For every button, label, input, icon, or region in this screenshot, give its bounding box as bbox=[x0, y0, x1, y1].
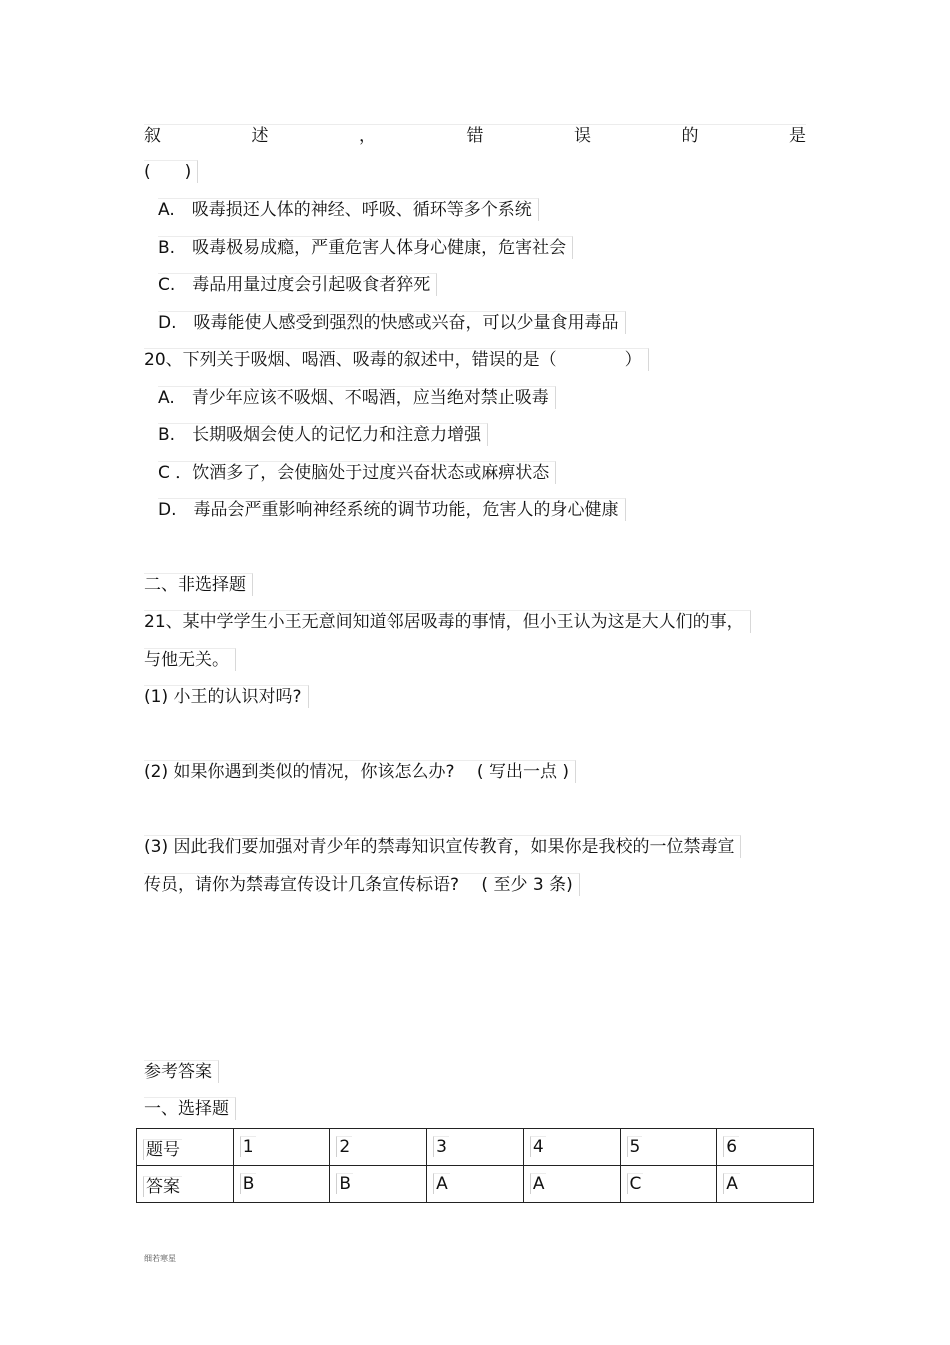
answer-value: C bbox=[627, 1173, 644, 1194]
table-cell bbox=[330, 1129, 427, 1166]
answer-value: A bbox=[433, 1173, 450, 1194]
q20-stem: 20、下列关于吸烟、喝酒、吸毒的叙述中，错误的是（ ） bbox=[144, 348, 649, 371]
row-label-answer: 答案 bbox=[143, 1176, 182, 1197]
q19-word: ， bbox=[359, 126, 376, 146]
question-number: 4 bbox=[530, 1136, 546, 1157]
q19-word: 叙 bbox=[144, 126, 161, 146]
table-cell bbox=[427, 1129, 524, 1166]
answer-value: B bbox=[336, 1173, 353, 1194]
q21-sub-3-line-1: (3) 因此我们要加强对青少年的禁毒知识宣传教育，如果你是我校的一位禁毒宣 bbox=[144, 835, 741, 858]
q19-option-b: B. 吸毒极易成瘾，严重危害人体身心健康，危害社会 bbox=[158, 236, 573, 259]
q21-sub-2: (2) 如果你遇到类似的情况，你该怎么办? ( 写出一点 ) bbox=[144, 760, 576, 783]
answers-title: 参考答案 bbox=[144, 1060, 219, 1083]
table-cell bbox=[620, 1166, 717, 1203]
table-cell bbox=[717, 1166, 814, 1203]
answers-section-title: 一、选择题 bbox=[144, 1097, 236, 1120]
q21-line-2: 与他无关。 bbox=[144, 648, 236, 671]
table-cell-label bbox=[137, 1129, 234, 1166]
table-cell bbox=[523, 1129, 620, 1166]
table-cell bbox=[620, 1129, 717, 1166]
q21-sub-1: (1) 小王的认识对吗? bbox=[144, 685, 309, 708]
page-footer: 细若寒星 bbox=[144, 1254, 176, 1263]
table-cell bbox=[233, 1166, 330, 1203]
table-cell bbox=[330, 1166, 427, 1203]
question-number: 1 bbox=[240, 1136, 256, 1157]
q19-word: 述 bbox=[251, 126, 269, 146]
answer-value: A bbox=[723, 1173, 740, 1194]
question-number: 2 bbox=[336, 1136, 352, 1157]
q19-word: 是 bbox=[789, 126, 806, 146]
q19-stem-line bbox=[144, 124, 806, 147]
question-number: 3 bbox=[433, 1136, 449, 1157]
table-row-numbers bbox=[137, 1129, 814, 1166]
section2-title: 二、非选择题 bbox=[144, 573, 253, 596]
q19-word: 的 bbox=[681, 126, 699, 146]
table-cell bbox=[523, 1166, 620, 1203]
q19-option-d: D. 吸毒能使人感受到强烈的快感或兴奋，可以少量食用毒品 bbox=[158, 311, 626, 334]
q19-word: 错 bbox=[466, 126, 484, 146]
q19-option-c: C. 毒品用量过度会引起吸食者猝死 bbox=[158, 273, 437, 296]
table-cell bbox=[427, 1166, 524, 1203]
q21-sub-3-line-2: 传员，请你为禁毒宣传设计几条宣传标语? ( 至少 3 条) bbox=[144, 873, 580, 896]
q19-answer-paren: ( ) bbox=[144, 160, 198, 183]
q19-option-a: A. 吸毒损还人体的神经、呼吸、循环等多个系统 bbox=[158, 198, 539, 221]
q20-option-c: C ．饮酒多了，会使脑处于过度兴奋状态或麻痹状态 bbox=[158, 461, 556, 484]
q20-option-b: B. 长期吸烟会使人的记忆力和注意力增强 bbox=[158, 423, 488, 446]
row-label-number: 题号 bbox=[143, 1139, 182, 1160]
q19-word: 误 bbox=[574, 126, 591, 146]
question-number: 6 bbox=[723, 1136, 739, 1157]
table-row-answers bbox=[137, 1166, 814, 1203]
question-number: 5 bbox=[627, 1136, 643, 1157]
q20-option-a: A. 青少年应该不吸烟、不喝酒，应当绝对禁止吸毒 bbox=[158, 386, 556, 409]
q20-option-d: D. 毒品会严重影响神经系统的调节功能，危害人的身心健康 bbox=[158, 498, 626, 521]
answer-value: B bbox=[240, 1173, 257, 1194]
q21-line-1: 21、某中学学生小王无意间知道邻居吸毒的事情，但小王认为这是大人们的事， bbox=[144, 610, 751, 633]
answer-table bbox=[136, 1128, 814, 1203]
table-cell bbox=[233, 1129, 330, 1166]
table-cell-label bbox=[137, 1166, 234, 1203]
table-cell bbox=[717, 1129, 814, 1166]
answer-value: A bbox=[530, 1173, 547, 1194]
